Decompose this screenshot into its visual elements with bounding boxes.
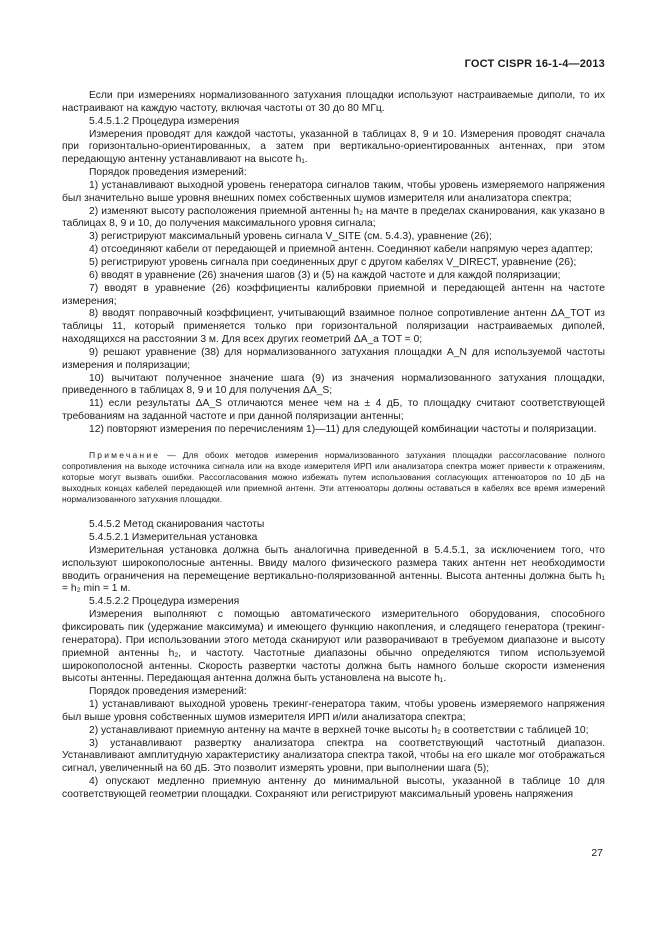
- list-item: 5) регистрируют уровень сигнала при соединенных друг с другом кабелях V_DIRECT, уравнение (26);: [89, 256, 577, 268]
- list-item: 6) вводят в уравнение (26) значения шагов (3) и (5) на каждой частоте и для каждой поляризации;: [89, 269, 561, 281]
- document-body: [62, 90, 605, 802]
- note-text: — Для обоих методов измерения нормализованного затухания площадки рассогласование полного сопротивления на выходе источника сигнала или на входе измерителя ИРП или анализатора спектра может привести к отражениям, которые могут вызвать ошибки. Рассогласования можно избежать путем использования согласующих аттенюаторов по 10 дБ на выходных концах кабелей передающей или приемной антенн. Эти аттенюаторы должны оставаться в кабелях все время измерений нормализованного затухания площадки.: [62, 449, 605, 505]
- list-item: 3) регистрируют максимальный уровень сигнала V_SITE (см. 5.4.3), уравнение (26);: [89, 231, 492, 243]
- list-item: 2) устанавливают приемную антенну на мачте в верхней точке высоты h₂ в соответствии с таблицей 10;: [89, 724, 589, 736]
- note: [62, 450, 605, 505]
- section-heading: 5.4.5.1.2 Процедура измерения: [89, 115, 240, 127]
- list-item: 8) вводят поправочный коэффициент, учитывающий взаимное полное сопротивление антенн ΔA_TOT из таблицы 11, который применяется только при горизонтальной поляризации настраиваемых диполей, находящихся на расстоянии 3 м. Для всех других геометрий ΔA_a TOT = 0;: [62, 308, 605, 346]
- list-item: 11) если результаты ΔA_S отличаются менее чем на ± 4 дБ, то площадку считают соответствующей требованиям на заданной частоте и при данной поляризации антенны;: [62, 398, 605, 423]
- list-item: 4) опускают медленно приемную антенну до минимальной высоты, указанной в таблице 10 для соответствующей геометрии площадки. Сохраняют или регистрируют максимальный уровень напряжения: [62, 776, 605, 800]
- list-item: 2) изменяют высоту расположения приемной антенны h₂ на мачте в пределах сканирования, как указано в таблицах 8, 9 и 10, до получения максимального уровня сигнала;: [62, 205, 605, 230]
- paragraph: Измерения выполняют с помощью автоматического измерительного оборудования, способного фиксировать пик (удержание максимума) и имеющего функцию накопления, и следящего генератора (трекинг-генератора). При использовании этого метода сканируют или разворачивают в требуемом диапазоне и высоту приемной антенны h₂, и частоту. Частотные диапазоны обычно определяются типом используемой широкополосной антенны. Скорость развертки частоты должна быть намного больше скорости изменения высоты антенны. Передающая антенна должна быть установлена на высоте h₁.: [62, 609, 605, 685]
- paragraph: Измерительная установка должна быть аналогична приведенной в 5.4.5.1, за исключением того, что используют широкополосные антенны. Ввиду малого физического размера таких антенн нет необходимости вводить ограничения на перемещение вертикально-поляризованной антенны. Высота антенны должна быть h₁ = h₂ min = 1 м.: [62, 544, 605, 595]
- list-item: 3) устанавливают развертку анализатора спектра на соответствующий частотный диапазон. Устанавливают амплитудную характеристику анализатора спектра такой, чтобы на его шкале мог отображаться сигнал, увеличенный на 60 дБ. Это позволит измерять уровни, при выполнении шага (5);: [62, 737, 605, 775]
- section-heading: 5.4.5.2.2 Процедура измерения: [89, 596, 240, 608]
- list-item: 10) вычитают полученное значение шага (9) из значения нормализованного затухания площадки, приведенного в таблицах 8, 9 и 10 для получения ΔA_S;: [62, 372, 605, 397]
- paragraph: Порядок проведения измерений:: [89, 167, 247, 179]
- list-item: 9) решают уравнение (38) для нормализованного затухания площадки A_N для используемой частоты измерения и поляризации;: [62, 346, 605, 371]
- list-item: 1) устанавливают выходной уровень генератора сигналов таким, чтобы уровень измеряемого напряжения был значительно выше уровня внешних помех собственных шумов измерителя или анализатора спектра;: [62, 179, 605, 204]
- section-heading: 5.4.5.2.1 Измерительная установка: [89, 532, 258, 544]
- page-number: 27: [591, 847, 603, 859]
- list-item: 7) вводят в уравнение (26) коэффициенты калибровки приемной и передающей антенн на частоте измерения;: [62, 282, 605, 307]
- list-item: 4) отсоединяют кабели от передающей и приемной антенн. Соединяют кабели напрямую через адаптер;: [89, 244, 593, 256]
- paragraph: Измерения проводят для каждой частоты, указанной в таблицах 8, 9 и 10. Измерения проводят сначала при горизонтально-ориентированных, а затем при вертикально-ориентированных антеннах, при этом передающую антенну устанавливают на высоте h₁.: [62, 128, 605, 166]
- list-item: 12) повторяют измерения по перечислениям 1)—11) для следующей комбинации частоты и поляризации.: [89, 423, 597, 435]
- paragraph: Если при измерениях нормализованного затухания площадки используют настраиваемые диполи, то их настраивают на каждую частоту, включая частоты от 30 до 80 МГц.: [62, 90, 605, 114]
- document-header: ГОСТ CISPR 16-1-4—2013: [464, 58, 605, 70]
- paragraph: Порядок проведения измерений:: [89, 686, 247, 698]
- section-heading: 5.4.5.2 Метод сканирования частоты: [89, 519, 265, 531]
- list-item: 1) устанавливают выходной уровень трекинг-генератора таким, чтобы уровень измеряемого напряжения был выше уровня собственных шумов измерителя ИРП и/или анализатора спектра;: [62, 699, 605, 723]
- note-label: Примечание: [89, 449, 161, 460]
